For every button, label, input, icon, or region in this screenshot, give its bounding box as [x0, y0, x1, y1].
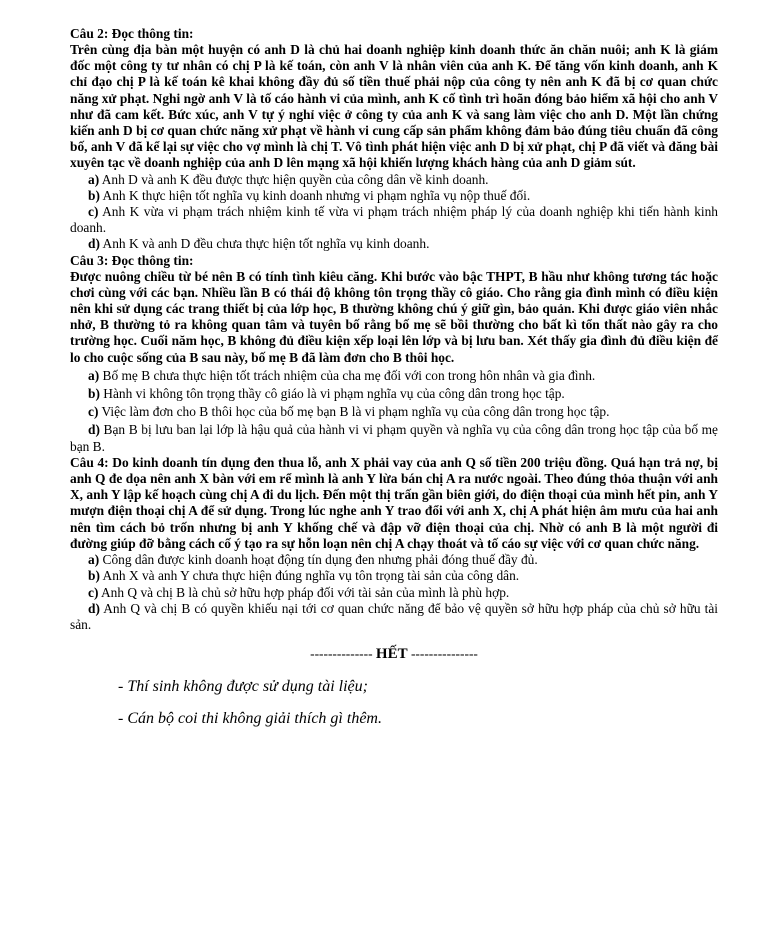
question-4-option-b	[70, 568, 718, 584]
question-3-option-d	[70, 422, 718, 454]
question-4-option-c	[70, 585, 718, 601]
question-2	[70, 26, 718, 253]
option-letter: c)	[88, 204, 99, 220]
option-text: Bạn B bị lưu ban lại lớp là hậu quả của hành vi vi phạm quyền và nghĩa vụ của công dân trong học tập của bố mẹ bạn B.	[70, 422, 718, 454]
option-letter: d)	[88, 600, 100, 616]
question-2-option-b	[70, 188, 718, 204]
end-marker	[70, 645, 718, 663]
option-text: Anh Q và chị B có quyền khiếu nại tới cơ quan chức năng để bảo vệ quyền sở hữu hợp pháp của chủ sở hữu tài sản.	[70, 600, 718, 632]
option-letter: d)	[88, 422, 100, 438]
question-2-option-c	[70, 204, 718, 236]
note-no-explanation: - Cán bộ coi thi không giải thích gì thêm.	[118, 710, 382, 728]
option-letter: c)	[88, 584, 99, 600]
question-2-title: Câu 2: Đọc thông tin:	[70, 26, 194, 41]
option-text: Anh X và anh Y chưa thực hiện đúng nghĩa vụ tôn trọng tài sản của công dân.	[102, 568, 520, 584]
question-3-option-b	[70, 386, 718, 402]
option-text: Anh K và anh D đều chưa thực hiện tốt nghĩa vụ kinh doanh.	[102, 236, 430, 252]
end-dashes-right: ---------------	[410, 646, 478, 662]
option-letter: b)	[88, 187, 100, 203]
option-letter: b)	[88, 386, 100, 402]
option-letter: a)	[88, 171, 100, 187]
question-4	[70, 455, 718, 633]
option-text: Anh D và anh K đều được thực hiện quyền của công dân về kinh doanh.	[101, 171, 489, 187]
question-2-stem: Trên cùng địa bàn một huyện có anh D là chủ hai doanh nghiệp kinh doanh thức ăn chăn nuôi; anh K là giám đốc một công ty tư nhân có chị P là kế toán, còn anh V là nhân viên của anh K. Để tăng vốn kinh doanh, anh K chỉ đạo chị P là kế toán kê khai không đầy đủ số tiền thuế phải nộp của công ty nên anh K đã bị cơ quan chức năng xử phạt. Nghi ngờ anh V là tố cáo hành vi của mình, anh K cố tình trì hoãn đóng bảo hiểm xã hội cho anh V như đã cam kết. Bức xúc, anh V tự ý nghỉ việc ở công ty của anh K và sang làm việc cho anh D. Một lần chứng kiến anh D bị cơ quan chức năng xử phạt về hành vi cung cấp sản phẩm không đảm bảo đúng tiêu chuẩn đã công bố, anh V đã kể lại sự việc cho vợ mình là chị T. Vô tình phát hiện việc anh D bị xử phạt, chị P đã viết và đăng bài xuyên tạc về doanh nghiệp của anh D lên mạng xã hội khiến lượng khách hàng của anh D giảm sút.	[70, 42, 718, 171]
option-text: Hành vi không tôn trọng thầy cô giáo là vi phạm nghĩa vụ của công dân trong học tập.	[103, 386, 565, 402]
question-3-option-c	[70, 404, 718, 420]
option-text: Bố mẹ B chưa thực hiện tốt trách nhiệm của cha mẹ đối với con trong hôn nhân và gia đình.	[102, 367, 596, 383]
option-text: Anh K vừa vi phạm trách nhiệm kinh tế vừa vi phạm trách nhiệm pháp lý của doanh nghiệp khi tiến hành kinh doanh.	[70, 204, 718, 236]
question-2-option-d	[70, 236, 718, 252]
note-no-materials: - Thí sinh không được sử dụng tài liệu;	[118, 678, 368, 696]
option-letter: b)	[88, 568, 100, 584]
option-letter: a)	[88, 552, 100, 568]
end-dashes-left: --------------	[310, 646, 373, 662]
question-3-title: Câu 3: Đọc thông tin:	[70, 252, 194, 268]
option-letter: c)	[88, 404, 99, 420]
question-3-option-a	[70, 368, 718, 384]
question-4-option-a	[70, 552, 718, 568]
end-word: HẾT	[375, 646, 408, 663]
option-text: Anh K thực hiện tốt nghĩa vụ kinh doanh nhưng vi phạm nghĩa vụ nộp thuế đối.	[102, 187, 531, 203]
question-2-option-a	[70, 172, 718, 188]
option-text: Anh Q và chị B là chủ sở hữu hợp pháp đối với tài sản của mình là phù hợp.	[101, 584, 510, 600]
question-4-stem: Câu 4: Do kinh doanh tín dụng đen thua lỗ, anh X phải vay của anh Q số tiền 200 triệu đồng. Quá hạn trả nợ, bị anh Q đe dọa nên anh X bàn với em rể mình là anh Y lừa bán chị A ra nước ngoài. Theo đúng thỏa thuận với anh X, anh Y lập kế hoạch cùng chị A đi du lịch. Đến một thị trấn gần biên giới, do điện thoại của mình hết pin, anh Y mượn điện thoại chị A để sử dụng. Trong lúc nghe anh Y trao đổi với anh X, chị A phát hiện âm mưu của hai anh nên tìm cách bỏ trốn nhưng bị anh Y khống chế và đập vỡ điện thoại của chị. Nhờ có anh B là một người đi đường giúp đỡ bằng cách cố ý tạo ra sự hỗn loạn nên chị A chạy thoát và tố cáo sự việc với cơ quan chức năng.	[70, 454, 718, 551]
option-text: Công dân được kinh doanh hoạt động tín dụng đen nhưng phải đóng thuế đầy đủ.	[102, 552, 538, 568]
option-letter: d)	[88, 236, 100, 252]
question-3-stem: Được nuông chiều từ bé nên B có tính tình kiêu căng. Khi bước vào bậc THPT, B hầu như không tương tác hoặc chơi cùng với các bạn. Nhiều lần B có thái độ không tôn trọng thầy cô giáo. Cho rằng gia đình mình có điều kiện nên khi sử dụng các trang thiết bị của lớp học, B thường không chú ý giữ gìn, bảo quản. Khi được giáo viên nhắc nhở, B thường tỏ ra không quan tâm và tuyên bố rằng bố mẹ sẽ bồi thường cho bất kì tổn thất nào gây ra cho trường học. Cuối năm học, B không đủ điều kiện xếp loại lên lớp và bị lưu ban. Xét thấy gia đình đủ điều kiện để lo cho cuộc sống của B sau này, bố mẹ B đã làm đơn cho B thôi học.	[70, 268, 718, 365]
option-letter: a)	[88, 367, 100, 383]
question-3	[70, 253, 718, 455]
question-4-option-d	[70, 601, 718, 633]
option-text: Việc làm đơn cho B thôi học của bố mẹ bạn B là vi phạm nghĩa vụ của công dân trong học tập.	[101, 404, 610, 420]
